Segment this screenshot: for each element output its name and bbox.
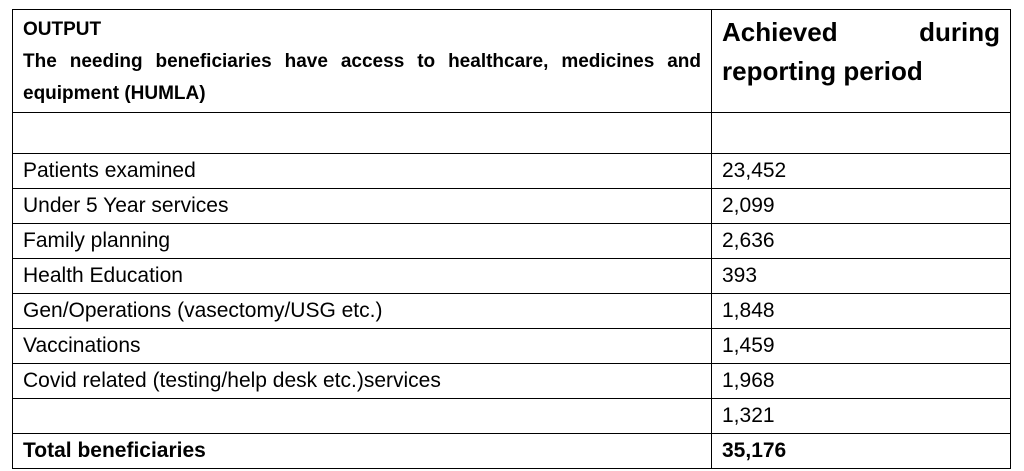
row-label: Vaccinations bbox=[13, 329, 712, 364]
output-label: OUTPUT bbox=[23, 19, 102, 40]
total-label: Total beneficiaries bbox=[13, 434, 712, 469]
row-label: Under 5 Year services bbox=[13, 189, 712, 224]
row-label bbox=[13, 399, 712, 434]
total-row bbox=[13, 434, 1011, 469]
beneficiaries-table bbox=[12, 9, 1011, 469]
row-value: 1,459 bbox=[712, 329, 1011, 364]
row-value: 1,848 bbox=[712, 294, 1011, 329]
row-label: Health Education bbox=[13, 259, 712, 294]
table-row bbox=[13, 399, 1011, 434]
table-row bbox=[13, 224, 1011, 259]
table-row bbox=[13, 154, 1011, 189]
row-label: Covid related (testing/help desk etc.)services bbox=[13, 364, 712, 399]
row-value: 2,099 bbox=[712, 189, 1011, 224]
achieved-header-cell bbox=[712, 10, 1011, 113]
table-row bbox=[13, 294, 1011, 329]
table-row bbox=[13, 259, 1011, 294]
table-row bbox=[13, 364, 1011, 399]
achieved-word: Achieved bbox=[722, 17, 838, 47]
row-label: Patients examined bbox=[13, 154, 712, 189]
row-value: 1,321 bbox=[712, 399, 1011, 434]
row-value: 393 bbox=[712, 259, 1011, 294]
row-label: Gen/Operations (vasectomy/USG etc.) bbox=[13, 294, 712, 329]
row-label: Family planning bbox=[13, 224, 712, 259]
table-row bbox=[13, 189, 1011, 224]
reporting-period-text: reporting period bbox=[722, 56, 923, 86]
blank-cell bbox=[13, 113, 712, 154]
row-value: 1,968 bbox=[712, 364, 1011, 399]
row-value: 2,636 bbox=[712, 224, 1011, 259]
blank-row bbox=[13, 113, 1011, 154]
output-description: The needing beneficiaries have access to healthcare, medicines and equipment (HUMLA) bbox=[23, 51, 701, 104]
achieved-header-line1 bbox=[722, 13, 1000, 52]
header-row bbox=[13, 10, 1011, 113]
during-word: during bbox=[919, 17, 1000, 47]
output-header-cell bbox=[13, 10, 712, 113]
blank-cell bbox=[712, 113, 1011, 154]
table-row bbox=[13, 329, 1011, 364]
total-value: 35,176 bbox=[712, 434, 1011, 469]
row-value: 23,452 bbox=[712, 154, 1011, 189]
